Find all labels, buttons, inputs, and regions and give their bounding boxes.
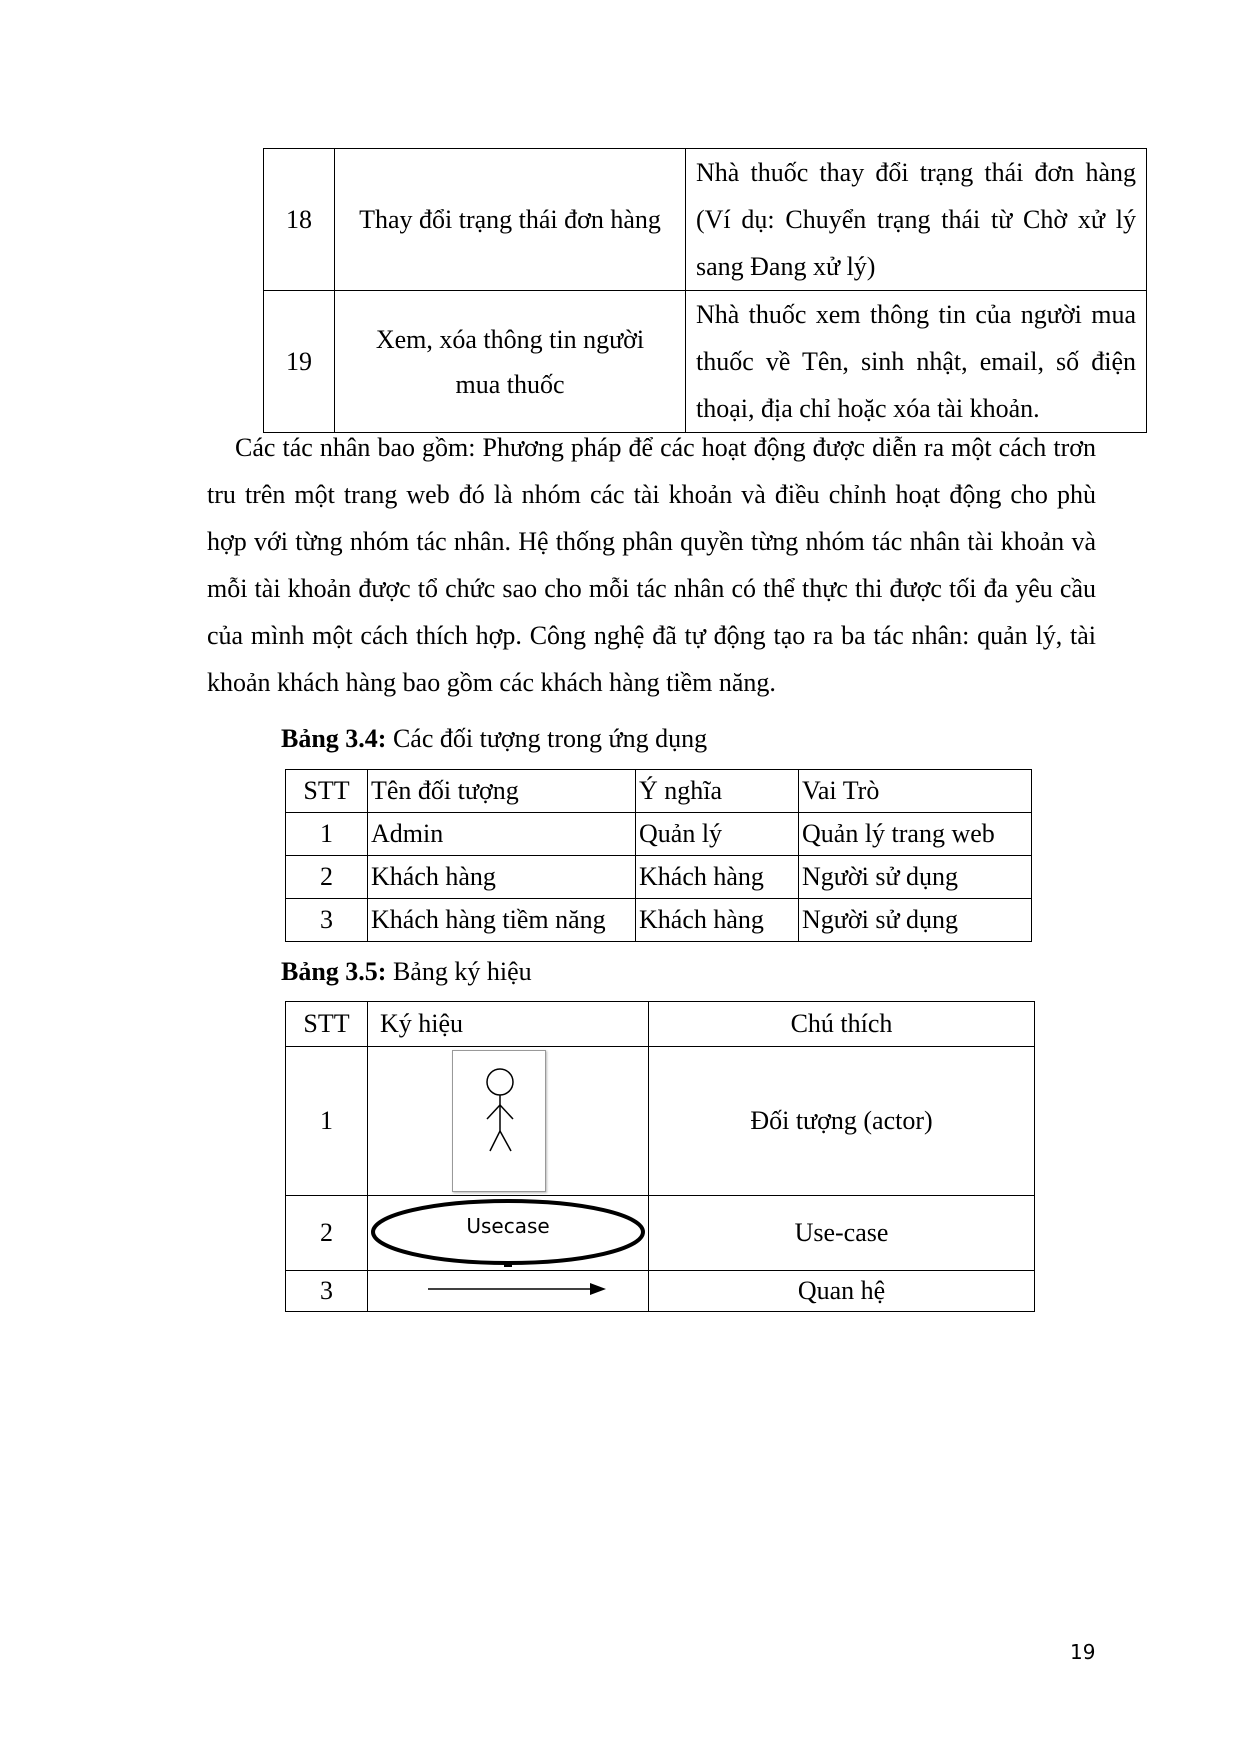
table-caption-3-5 [281,955,532,989]
stt-cell: 1 [286,813,368,856]
role-cell: Người sử dụng [799,856,1032,899]
function-name-line: mua thuốc [455,369,565,399]
table-row [286,1271,1035,1312]
stt-cell: 2 [286,1196,368,1271]
table-row [264,149,1147,291]
caption-text: Bảng ký hiệu [386,957,532,986]
usecase-label: Usecase [466,1214,550,1238]
stt-cell: 2 [286,856,368,899]
table-row [286,856,1032,899]
stt-cell: 3 [286,899,368,942]
table-row [286,1047,1035,1196]
header-cell: Ý nghĩa [636,770,799,813]
header-cell: Chú thích [649,1002,1035,1047]
function-table [263,148,1147,433]
stt-cell: 1 [286,1047,368,1196]
table-header-row [286,770,1032,813]
note-cell: Đối tượng (actor) [649,1047,1035,1196]
objects-table [285,769,1032,942]
note-cell: Use-case [649,1196,1035,1271]
object-name-cell: Admin [368,813,636,856]
symbols-table [285,1001,1035,1312]
header-cell: Vai Trò [799,770,1032,813]
table-row [286,1196,1035,1271]
note-cell: Quan hệ [649,1271,1035,1312]
table-row [286,899,1032,942]
actor-symbol [452,1050,546,1192]
header-cell: Ký hiệu [368,1002,649,1047]
caption-label: Bảng 3.4: [281,724,387,753]
body-paragraph: Các tác nhân bao gồm: Phương pháp để các hoạt động được diễn ra một cách trơn tru trên một trang web đó là nhóm các tài khoản và điều chỉnh hoạt động cho phù hợp với từng nhóm tác nhân. Hệ thống phân quyền từng nhóm tác nhân tài khoản và mỗi tài khoản được tổ chức sao cho mỗi tác nhân có thể thực thi được tối đa yêu cầu của mình một cách thích hợp. Công nghệ đã tự động tạo ra ba tác nhân: quản lý, tài khoản khách hàng bao gồm các khách hàng tiềm năng. [207,433,1096,697]
object-name-cell: Khách hàng [368,856,636,899]
symbol-cell [368,1047,649,1196]
function-name-cell [335,291,686,433]
stt-cell: 18 [264,149,335,291]
meaning-cell: Khách hàng [636,899,799,942]
header-cell: STT [286,770,368,813]
role-cell: Quản lý trang web [799,813,1032,856]
table-header-row [286,1002,1035,1047]
stick-figure-icon [453,1051,545,1191]
page-number: 19 [1070,1640,1096,1664]
function-description-cell: Nhà thuốc xem thông tin của người mua thuốc về Tên, sinh nhật, email, số điện thoại, địa chỉ hoặc xóa tài khoản. [686,291,1147,433]
stt-cell: 19 [264,291,335,433]
caption-text: Các đối tượng trong ứng dụng [386,724,708,753]
function-name-line: Xem, xóa thông tin người [375,324,645,354]
table-caption-3-4 [281,722,707,756]
object-name-cell: Khách hàng tiềm năng [368,899,636,942]
table-row [264,291,1147,433]
stt-cell: 3 [286,1271,368,1312]
usecase-symbol [368,1198,648,1268]
caption-label: Bảng 3.5: [281,957,387,986]
role-cell: Người sử dụng [799,899,1032,942]
meaning-cell: Quản lý [636,813,799,856]
symbol-cell [368,1271,649,1312]
function-description-cell: Nhà thuốc thay đổi trạng thái đơn hàng (Ví dụ: Chuyển trạng thái từ Chờ xử lý sang Đang xử lý) [686,149,1147,291]
arrow-icon [378,1279,638,1299]
meaning-cell: Khách hàng [636,856,799,899]
table-row [286,813,1032,856]
symbol-cell [368,1196,649,1271]
header-cell: Tên đối tượng [368,770,636,813]
function-name-cell: Thay đổi trạng thái đơn hàng [335,149,686,291]
header-cell: STT [286,1002,368,1047]
